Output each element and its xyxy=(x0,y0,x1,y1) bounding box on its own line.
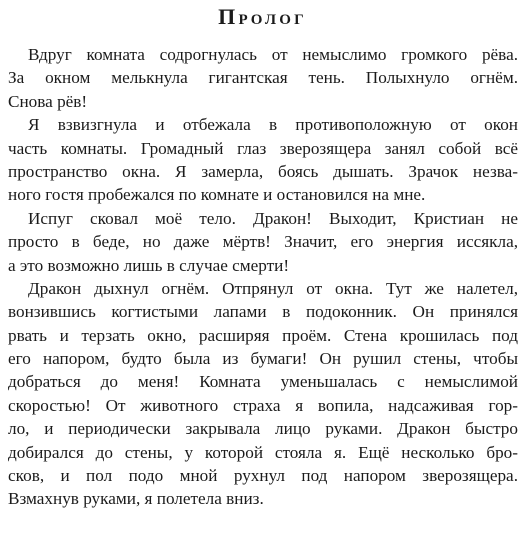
text-line: ло, и периодически закрывала лицо руками. Дракон быстро xyxy=(8,419,518,439)
text-line: ного гостя пробежался по комнате и остановился на мне. xyxy=(8,185,426,205)
text-line: часть комнаты. Громадный глаз зверозящера занял собой всё xyxy=(8,138,518,158)
text-line: просто в беде, но даже мёртв! Значит, его энергия иссякла, xyxy=(8,232,518,252)
text-line: Я взвизгнула и отбежала в противоположную от окон xyxy=(28,115,518,135)
text-line: За окном мелькнула гигантская тень. Полыхнуло огнём. xyxy=(8,68,518,88)
text-line: его напором, будто была из бумаги! Он рушил стены, чтобы xyxy=(8,349,518,369)
paragraph xyxy=(8,207,518,277)
body-text xyxy=(8,43,518,511)
text-line: Взмахнув руками, я полетела вниз. xyxy=(8,489,264,509)
text-line: рвать и терзать окно, расширяя проём. Стена крошилась под xyxy=(8,325,518,345)
text-line: Снова рёв! xyxy=(8,91,88,111)
text-line: скоростью! От животного страха я вопила, надсаживая гор- xyxy=(8,395,518,415)
text-line: Вдруг комната содрогнулась от немыслимо громкого рёва. xyxy=(28,45,518,64)
text-line: добирался до стены, у которой стояла я. Ещё несколько бро- xyxy=(8,442,518,462)
text-line: Дракон дыхнул огнём. Отпрянул от окна. Тут же налетел, xyxy=(28,278,518,298)
paragraph xyxy=(8,113,518,207)
text-line: вонзившись когтистыми лапами в подоконник. Он принялся xyxy=(8,302,518,322)
paragraph xyxy=(8,43,518,113)
text-line: а это возможно лишь в случае смерти! xyxy=(8,255,290,275)
text-line: Испуг сковал моё тело. Дракон! Выходит, Кристиан не xyxy=(28,208,518,228)
chapter-title: Пролог xyxy=(218,4,307,29)
paragraph xyxy=(8,277,518,511)
text-line: сков, и пол подо мной рухнул под напором зверозящера. xyxy=(8,466,518,486)
text-line: пространство окна. Я замерла, боясь дышать. Зрачок незва- xyxy=(8,161,518,181)
text-line: добраться до меня! Комната уменьшалась с немыслимой xyxy=(8,372,518,392)
